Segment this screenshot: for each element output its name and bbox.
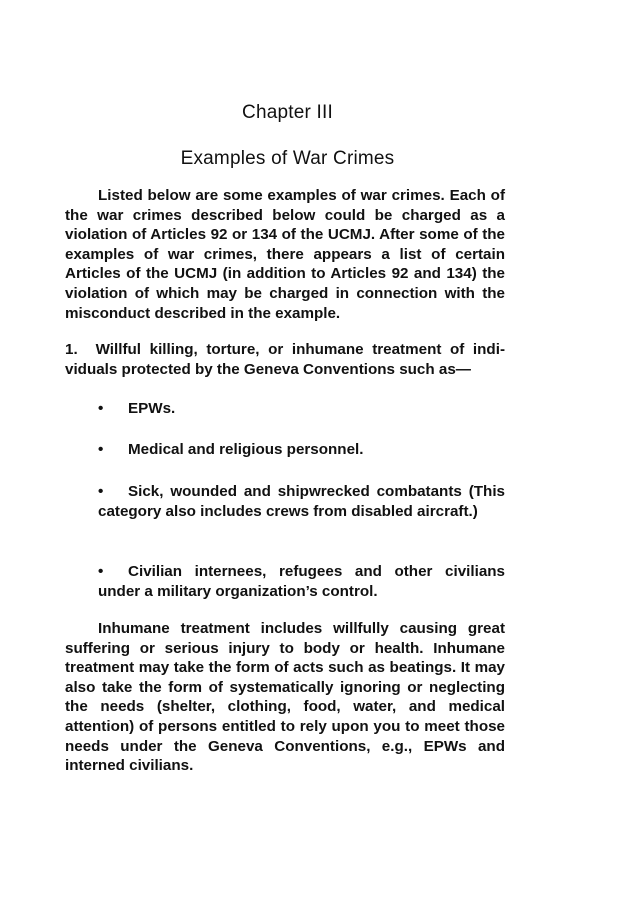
bullet-text: Sick, wounded and shipwrecked combatants (This category also includes crews from disabled aircraft.) (98, 483, 505, 520)
intro-paragraph: Listed below are some examples of war crimes. Each of the war crimes described below could be charged as a violation of Articles 92 or 134 of the UCMJ. After some of the examples of war crimes, there appears a list of certain Articles of the UCMJ (in addition to Articles 92 and 134) the violation of which may be charged in connection with the misconduct described in the example. (65, 187, 505, 322)
bullet-item-civilians (98, 562, 505, 601)
section-title: Examples of War Crimes (180, 148, 395, 169)
item-number: 1. (65, 341, 78, 358)
bullet-icon: • (98, 563, 104, 580)
bullet-item-medical-personnel (98, 440, 505, 460)
closing-paragraph: Inhumane treatment includes willfully causing great suffering or serious injury to body or health. Inhumane treatment may take the form of acts such as beatings. It may also take the form of systematically ignoring or neglecting the needs (shelter, clothing, food, water, and medical attention) of persons entitled to rely upon you to meet those needs under the Geneva Conventions, e.g., EPWs and interned civilians. (65, 620, 505, 775)
bullet-item-epws (98, 399, 505, 419)
bullet-text: Medical and religious personnel. (128, 441, 364, 458)
bullet-icon: • (98, 400, 104, 417)
item-text: Willful killing, torture, or inhumane treatment of individuals protected by the Geneva Conventions such as— (65, 341, 505, 378)
chapter-heading: Chapter III (242, 102, 333, 123)
bullet-icon: • (98, 441, 104, 458)
numbered-item-1 (65, 340, 505, 379)
bullet-text: EPWs. (128, 400, 176, 417)
bullet-text: Civilian internees, refugees and other civilians under a military organization’s control. (98, 563, 505, 600)
bullet-item-sick-wounded (98, 482, 505, 521)
bullet-icon: • (98, 483, 104, 500)
